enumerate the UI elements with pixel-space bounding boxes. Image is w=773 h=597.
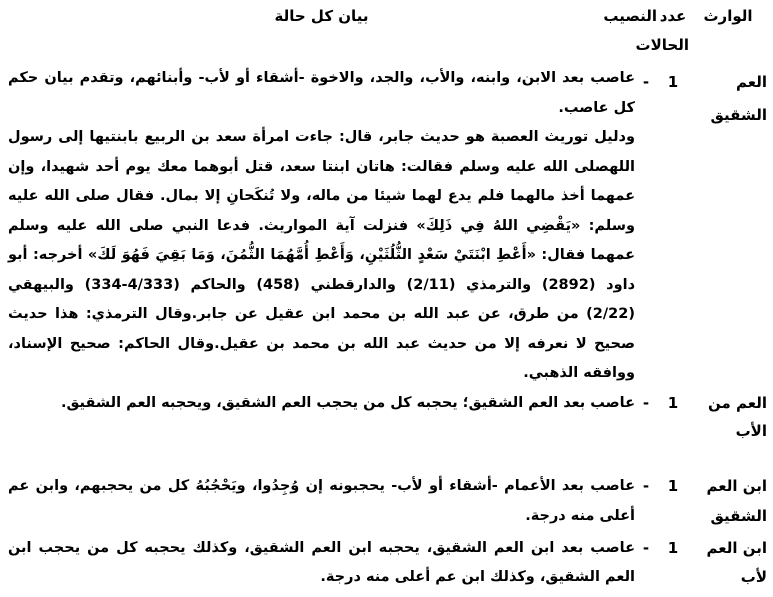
table-row xyxy=(8,531,767,592)
share-cell: - xyxy=(642,73,650,91)
heir-cell: ابن العم لأب xyxy=(706,538,767,586)
share-cell: - xyxy=(642,476,650,495)
header-share: النصيب xyxy=(603,7,657,25)
count-cell: 1 xyxy=(667,393,679,412)
count-cell: 1 xyxy=(667,73,679,91)
share-cell: - xyxy=(642,538,650,557)
share-cell: - xyxy=(642,393,650,412)
table-row xyxy=(8,389,767,445)
count-cell: 1 xyxy=(667,538,679,557)
table-row xyxy=(8,471,767,531)
heir-cell: ابن العم الشقيق xyxy=(706,476,767,525)
header-detail: بيان كل حالة xyxy=(274,7,369,25)
table-header-row xyxy=(8,2,767,60)
inheritance-table xyxy=(8,2,767,592)
header-count: عدد الحالات xyxy=(635,7,689,54)
header-heir: الوارث xyxy=(703,7,753,25)
heir-cell: العم الشقيق xyxy=(710,73,767,124)
detail-cell: عاصب بعد العم الشقيق؛ يحجبه كل من يحجب العم الشقيق، ويحجبه العم الشقيق. xyxy=(60,394,635,411)
table-row xyxy=(8,60,767,389)
detail-cell: عاصب بعد الأعمام -أشقاء أو لأب- يحجبونه إن وُجِدُوا، ويَحْجُبُهُ كل من يحجبهم، وابن عم أعلى منه درجة. xyxy=(8,477,635,524)
row-spacer xyxy=(8,445,767,471)
heir-cell: العم من الأب xyxy=(707,393,767,440)
detail-main-text: عاصب بعد الابن، وابنه، والأب، والجد، والاخوة -أشقاء أو لأب- وأبنائهم، وتقدم بيان حكم كل عاصب. xyxy=(8,70,635,116)
detail-cell: عاصب بعد ابن العم الشقيق، يحجبه ابن العم الشقيق، وكذلك يحجبه كل من يحجب ابن العم الشقيق، وكذلك ابن عم أعلى منه درجة. xyxy=(8,539,635,585)
count-cell: 1 xyxy=(667,476,679,495)
detail-evidence-text: ودليل توريث العصبة هو حديث جابر، قال: جاءت امرأة سعد بن الربيع بابنتيها إلى رسول اللهصلى الله عليه وسلم فقالت: هاتان ابنتا سعد، قتل أبوهما معك يوم أحد شهيدا، وإن عمهما أخذ مالهما فلم يدع لهما شيئا من ماله، ولا تُنكَحانِ إلا بمال. فقال صلى الله عليه وسلم: «يَقْضِي اللهُ فِي ذَلِكَ» فنزلت آية المواريث. فدعا النبي صلى الله عليه وسلم عمهما فقال: «أَعْطِ ابْنَتَيْ سَعْدٍ الثُّلُثَيْنِ، وَأَعْطِ أُمَّهُمَا الثُّمُنَ، وَمَا بَقِيَ فَهُوَ لَكَ» أخرجه: أبو داود (2892) والترمذي (2/11) والدارقطني (458) والحاكم (4/333-334) والبيهقي (2/22) من طرق، عن عبد الله بن محمد ابن عقيل عن جابر.وقال الترمذي: هذا حديث صحيح لا نعرفه إلا من حديث عبد الله بن محمد بن عقيل.وقال الحاكم: صحيح الإسناد، ووافقه الذهبي. xyxy=(8,129,636,381)
detail-cell xyxy=(8,60,635,389)
